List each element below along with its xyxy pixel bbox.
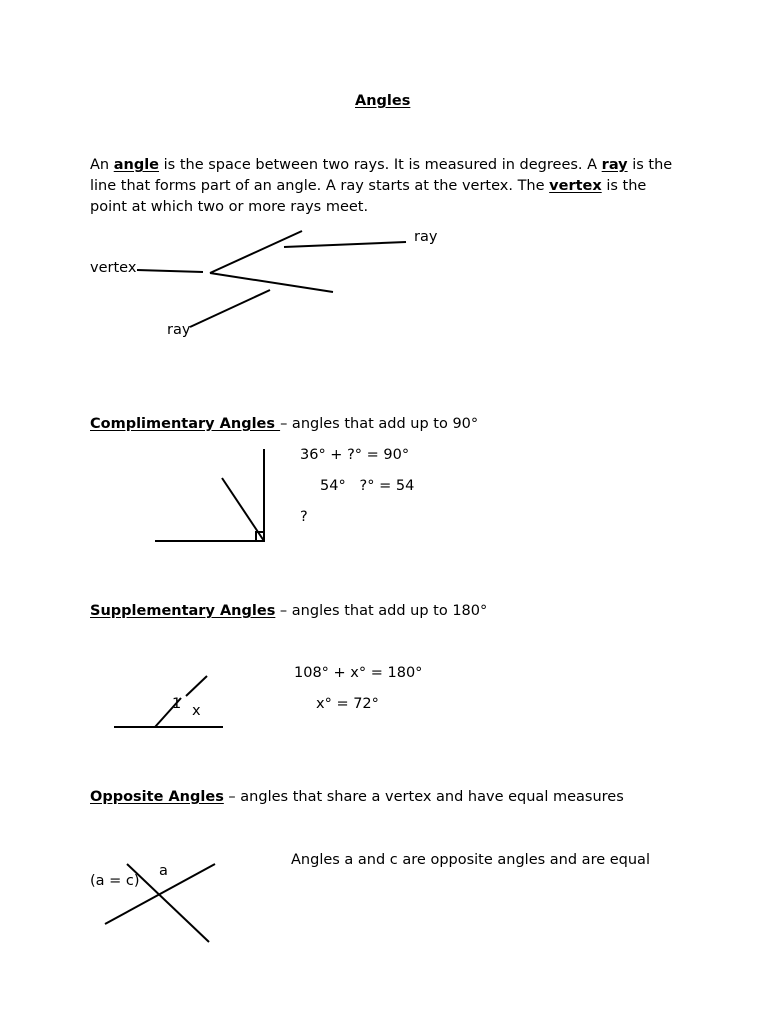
intro-text-1: An [90, 157, 114, 173]
opposite-description: – angles that share a vertex and have equal measures [223, 789, 624, 805]
term-ray: ray [601, 157, 628, 173]
intro-text-2: is the space between two rays. It is measured in degrees. A [159, 157, 602, 173]
page-title: Angles [355, 93, 411, 109]
angle-ray-upper [210, 231, 302, 273]
angle-x-label: x [192, 703, 201, 719]
ray-pointer-bottom [190, 290, 270, 327]
complementary-heading-line [90, 417, 478, 432]
intro-text-3: is the line that forms part of an angle. A ray starts at the vertex. The [90, 157, 673, 194]
term-vertex: vertex [549, 178, 602, 194]
a-equals-c-label: (a = c) [90, 873, 140, 889]
intro-paragraph [90, 155, 680, 218]
right-angle-marker [256, 532, 264, 541]
vertex-label: vertex [90, 260, 137, 276]
ray-label-right: ray [414, 229, 438, 245]
vertex-pointer-line [137, 270, 203, 272]
term-angle: angle [113, 157, 160, 173]
supplementary-heading-line [90, 604, 487, 619]
complementary-heading: Complimentary Angles [90, 416, 281, 432]
complementary-equation-2: 54° ?° = 54 [320, 478, 415, 494]
complementary-equation-3: ? [300, 509, 308, 525]
ray-pointer-right [284, 242, 406, 247]
comp-diagonal-line [222, 478, 264, 541]
angle-a-label: a [159, 863, 168, 879]
ray-label-bottom: ray [167, 322, 191, 338]
supplementary-equation-2: x° = 72° [316, 696, 379, 712]
angle-ray-lower [210, 273, 333, 292]
angle-1-label: 1 [172, 696, 182, 712]
intro-text-4: is the point at which two or more rays meet. [90, 178, 647, 215]
opposite-note: Angles a and c are opposite angles and are equal [291, 852, 650, 868]
supplementary-description: – angles that add up to 180° [275, 603, 488, 619]
supplementary-equation-1: 108° + x° = 180° [294, 665, 423, 681]
opposite-heading: Opposite Angles [90, 789, 224, 805]
supplementary-heading: Supplementary Angles [90, 603, 276, 619]
supp-ray-upper [186, 676, 207, 696]
complementary-equation-1: 36° + ?° = 90° [300, 447, 410, 463]
opposite-heading-line [90, 790, 624, 805]
complementary-description: – angles that add up to 90° [280, 416, 479, 432]
